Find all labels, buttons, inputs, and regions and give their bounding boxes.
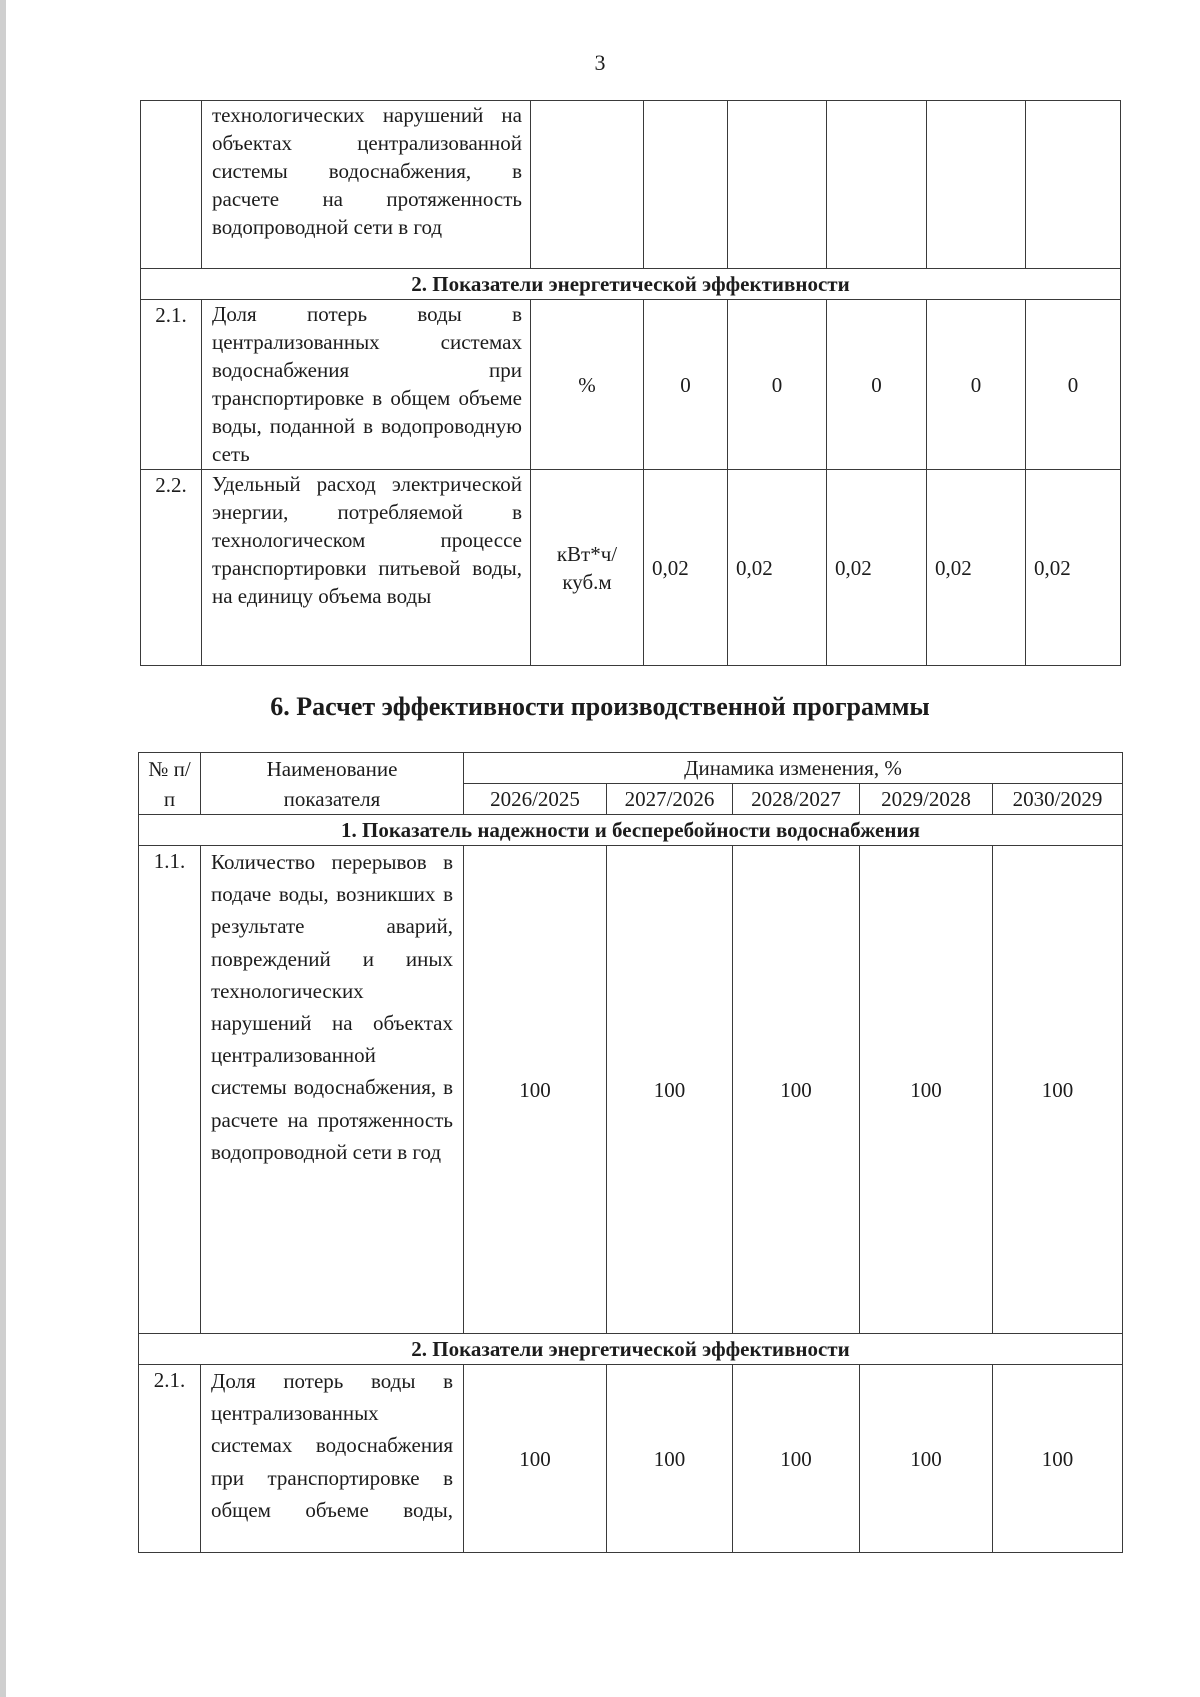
value-cell: 100: [733, 1365, 860, 1553]
header-year: 2028/2027: [733, 784, 860, 815]
header-num: № п/п: [139, 753, 201, 815]
value-cell: [827, 101, 927, 269]
value-cell: 100: [464, 846, 607, 1334]
row-number: 2.1.: [139, 1365, 201, 1553]
value-cell: 0: [927, 300, 1026, 470]
value-cell: 0: [728, 300, 827, 470]
value-cell: [1026, 101, 1121, 269]
table-row: [139, 846, 1123, 1334]
value-cell: [927, 101, 1026, 269]
unit-cell: %: [531, 300, 644, 470]
value-cell: 100: [607, 1365, 733, 1553]
value-cell: 0,02: [827, 470, 927, 666]
row-number: 2.1.: [141, 300, 202, 470]
value-cell: 0: [1026, 300, 1121, 470]
header-year: 2026/2025: [464, 784, 607, 815]
section-title: 1. Показатель надежности и бесперебойности водоснабжения: [139, 815, 1123, 846]
table-row: [141, 101, 1121, 269]
table-row: [139, 1365, 1123, 1553]
value-cell: 100: [464, 1365, 607, 1553]
value-cell: 100: [993, 846, 1123, 1334]
indicator-name: Удельный расход электрической энергии, потребляемой в технологическом процессе транспортировки питьевой воды, на единицу объема воды: [202, 470, 531, 666]
value-cell: [644, 101, 728, 269]
unit-cell: кВт*ч/ куб.м: [531, 470, 644, 666]
header-year: 2029/2028: [860, 784, 993, 815]
value-cell: 0: [644, 300, 728, 470]
header-row: [139, 753, 1123, 784]
section-row: [139, 1334, 1123, 1365]
scan-edge: [0, 0, 6, 1697]
section-heading: 6. Расчет эффективности производственной программы: [270, 692, 930, 721]
header-year: 2027/2026: [607, 784, 733, 815]
value-cell: 0,02: [1026, 470, 1121, 666]
section-row: [139, 815, 1123, 846]
section-title: 2. Показатели энергетической эффективности: [139, 1334, 1123, 1365]
value-cell: 100: [733, 846, 860, 1334]
row-number: [141, 101, 202, 269]
table-row: [141, 300, 1121, 470]
value-cell: 100: [860, 1365, 993, 1553]
row-number: 1.1.: [139, 846, 201, 1334]
value-cell: 0,02: [927, 470, 1026, 666]
header-year: 2030/2029: [993, 784, 1123, 815]
efficiency-table: [138, 752, 1123, 1553]
row-number: 2.2.: [141, 470, 202, 666]
section-row: [141, 269, 1121, 300]
value-cell: 100: [607, 846, 733, 1334]
unit-cell: [531, 101, 644, 269]
value-cell: 100: [993, 1365, 1123, 1553]
value-cell: 100: [860, 846, 993, 1334]
indicators-table: [140, 100, 1121, 666]
indicator-name: Количество перерывов в подаче воды, возникших в результате аварий, повреждений и иных технологических нарушений на объектах централизованной системы водоснабжения, в расчете на протяженность водопроводной сети в год: [201, 846, 464, 1334]
page-number: 3: [594, 50, 606, 75]
value-cell: [728, 101, 827, 269]
value-cell: 0,02: [644, 470, 728, 666]
section-title: 2. Показатели энергетической эффективности: [141, 269, 1121, 300]
header-dynamics: Динамика изменения, %: [464, 753, 1123, 784]
indicator-name: Доля потерь воды в централизованных системах водоснабжения при транспортировке в общем объеме воды, поданной в водопроводную сеть: [202, 300, 531, 470]
indicator-name: Доля потерь воды в централизованных системах водоснабжения при транспортировке в общем объеме воды,: [201, 1365, 464, 1553]
value-cell: 0,02: [728, 470, 827, 666]
indicator-name: технологических нарушений на объектах централизованной системы водоснабжения, в расчете на протяженность водопроводной сети в год: [202, 101, 531, 269]
table-row: [141, 470, 1121, 666]
value-cell: 0: [827, 300, 927, 470]
header-name: Наименование показателя: [201, 753, 464, 815]
